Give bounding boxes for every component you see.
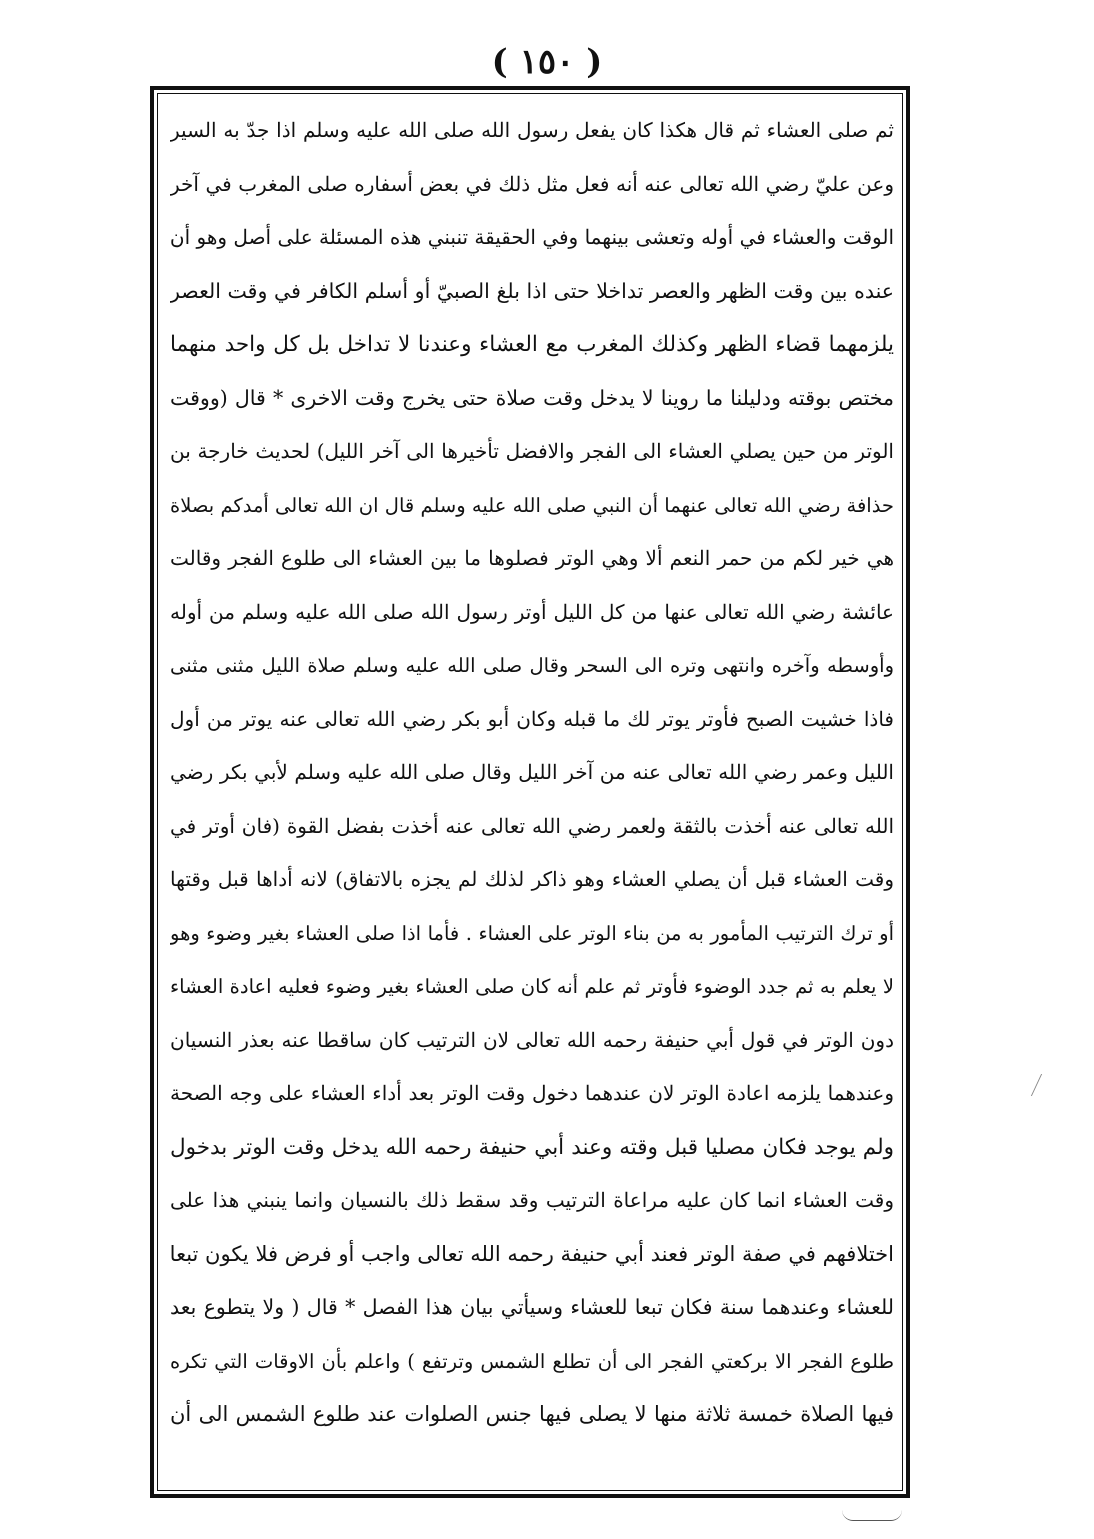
- text-line: ولم يوجد فكان مصليا قبل وقته وعند أبي حنيفة رحمه الله يدخل وقت الوتر بدخول: [170, 1134, 894, 1160]
- text-line: مختص بوقته ودليلنا ما روينا لا يدخل وقت صلاة حتى يخرج وقت الاخرى * قال (ووقت: [170, 385, 894, 410]
- text-line: هي خير لكم من حمر النعم ألا وهي الوتر فصلوها ما بين العشاء الى طلوع الفجر وقالت: [170, 546, 894, 570]
- text-line: حذافة رضي الله تعالى عنهما أن النبي صلى الله عليه وسلم قال ان الله تعالى أمدكم بصلاة: [170, 493, 894, 517]
- text-line: وأوسطه وآخره وانتهى وتره الى السحر وقال صلى الله عليه وسلم صلاة الليل مثنى مثنى: [170, 654, 894, 677]
- text-line: دون الوتر في قول أبي حنيفة رحمه الله تعالى لان الترتيب كان ساقطا عنه بعذر النسيان: [170, 1027, 894, 1052]
- text-line: اختلافهم في صفة الوتر فعند أبي حنيفة رحمه الله تعالى واجب أو فرض فلا يكون تبعا: [170, 1241, 894, 1266]
- text-line: وقت العشاء قبل أن يصلي العشاء وهو ذاكر لذلك لم يجزه بالاتفاق) لانه أداها قبل وقتها: [170, 867, 894, 891]
- text-line: ثم صلى العشاء ثم قال هكذا كان يفعل رسول الله صلى الله عليه وسلم اذا جدّ به السير: [170, 118, 894, 142]
- text-line: لا يعلم به ثم جدد الوضوء فأوتر ثم علم أنه كان صلى العشاء بغير وضوء فعليه اعادة العشاء: [170, 975, 894, 998]
- text-line: عنده بين وقت الظهر والعصر تداخلا حتى اذا بلغ الصبيّ أو أسلم الكافر في وقت العصر: [170, 278, 894, 303]
- text-line: وعندهما يلزمه اعادة الوتر لان عندهما دخول وقت الوتر بعد أداء العشاء على وجه الصحة: [170, 1081, 894, 1105]
- text-line: الله تعالى عنه أخذت بالثقة ولعمر رضي الله تعالى عنه أخذت بفضل القوة (فان أوتر في: [170, 813, 894, 838]
- page-number: ( ١٥٠ ): [491, 42, 603, 82]
- text-line: الوتر من حين يصلي العشاء الى الفجر والافضل تأخيرها الى آخر الليل) لحديث خارجة بن: [170, 439, 894, 463]
- body-text: [170, 104, 894, 1442]
- text-line: عائشة رضي الله تعالى عنها من كل الليل أوتر رسول الله صلى الله عليه وسلم من أوله: [170, 599, 894, 624]
- text-line: يلزمهما قضاء الظهر وكذلك المغرب مع العشاء وعندنا لا تداخل بل كل واحد منهما: [170, 332, 894, 357]
- text-line: وقت العشاء انما كان عليه مراعاة الترتيب وقد سقط ذلك بالنسيان وانما ينبني هذا على: [170, 1188, 894, 1212]
- text-line: طلوع الفجر الا بركعتي الفجر الى أن تطلع الشمس وترتفع ) واعلم بأن الاوقات التي تكره: [170, 1349, 894, 1373]
- text-line: فاذا خشيت الصبح فأوتر يوتر لك ما قبله وكان أبو بكر رضي الله تعالى عنه يوتر من أول: [170, 706, 894, 731]
- text-line: الوقت والعشاء في أوله وتعشى بينهما وفي الحقيقة تنبني هذه المسئلة على أصل وهو أن: [170, 225, 894, 249]
- text-line: أو ترك الترتيب المأمور به من بناء الوتر على العشاء . فأما اذا صلى العشاء بغير وضوء وهو: [170, 921, 894, 945]
- margin-pencil-mark: [1031, 1074, 1050, 1096]
- text-line: فيها الصلاة خمسة ثلاثة منها لا يصلى فيها جنس الصلوات عند طلوع الشمس الى أن: [170, 1402, 894, 1426]
- text-line: للعشاء وعندهما سنة فكان تبعا للعشاء وسيأتي بيان هذا الفصل * قال ( ولا يتطوع بعد: [170, 1295, 894, 1319]
- text-line: وعن عليّ رضي الله تعالى عنه أنه فعل مثل ذلك في بعض أسفاره صلى المغرب في آخر: [170, 171, 894, 196]
- bottom-pencil-mark: [842, 1510, 902, 1521]
- text-line: الليل وعمر رضي الله تعالى عنه من آخر الليل وقال صلى الله عليه وسلم لأبي بكر رضي: [170, 760, 894, 784]
